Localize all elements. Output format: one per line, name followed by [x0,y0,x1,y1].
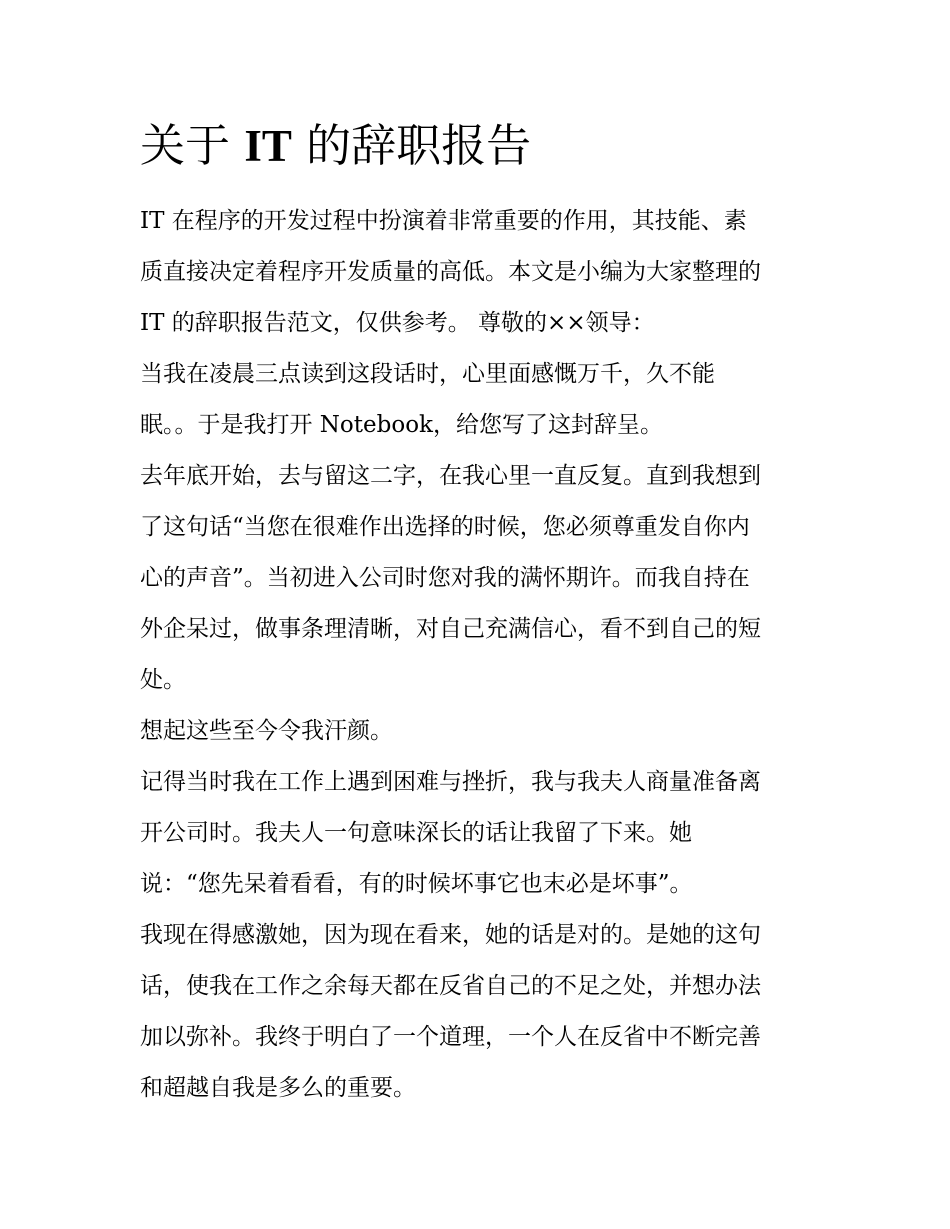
body-line-16: 话，使我在工作之余每天都在反省自己的不足之处，并想办法 [140,973,761,999]
body-line-8: 心的声音”。当初进入公司时您对我的满怀期许。而我自持在 [140,565,750,591]
body-line-10: 处。 [140,667,186,693]
body-line-4: 当我在凌晨三点读到这段话时，心里面感慨万千，久不能 [140,361,715,387]
body-line-15: 我现在得感激她，因为现在看来，她的话是对的。是她的这句 [140,922,761,948]
body-line-13: 开公司时。我夫人一句意味深长的话让我留了下来。她 [140,820,692,846]
body-line-18: 和超越自我是多么的重要。 [140,1075,416,1101]
body-line-11: 想起这些至今令我汗颜。 [140,718,393,744]
body-line-6: 去年底开始，去与留这二字，在我心里一直反复。直到我想到 [140,463,761,489]
title-part-3: 的辞职报告 [291,119,532,172]
body-line-9: 外企呆过，做事条理清晰，对自己充满信心，看不到自己的短 [140,616,761,642]
body-line-5: 眠。。于是我打开 Notebook，给您写了这封辞呈。 [140,412,663,438]
title-part-1: 关于 [140,119,245,172]
document-title [140,116,531,176]
body-line-3: IT 的辞职报告范文，仅供参考。 尊敬的××领导： [140,310,655,336]
body-line-7: 了这句话“当您在很难作出选择的时候，您必须尊重发自你内 [140,514,750,540]
body-line-12: 记得当时我在工作上遇到困难与挫折，我与我夫人商量准备离 [140,769,761,795]
body-line-17: 加以弥补。我终于明白了一个道理，一个人在反省中不断完善 [140,1024,761,1050]
title-part-2: IT [244,121,292,171]
body-line-1: IT 在程序的开发过程中扮演着非常重要的作用，其技能、素 [140,208,747,234]
body-line-2: 质直接决定着程序开发质量的高低。本文是小编为大家整理的 [140,259,761,285]
body-line-14: 说：“您先呆着看看，有的时候坏事它也末必是坏事”。 [140,871,693,897]
